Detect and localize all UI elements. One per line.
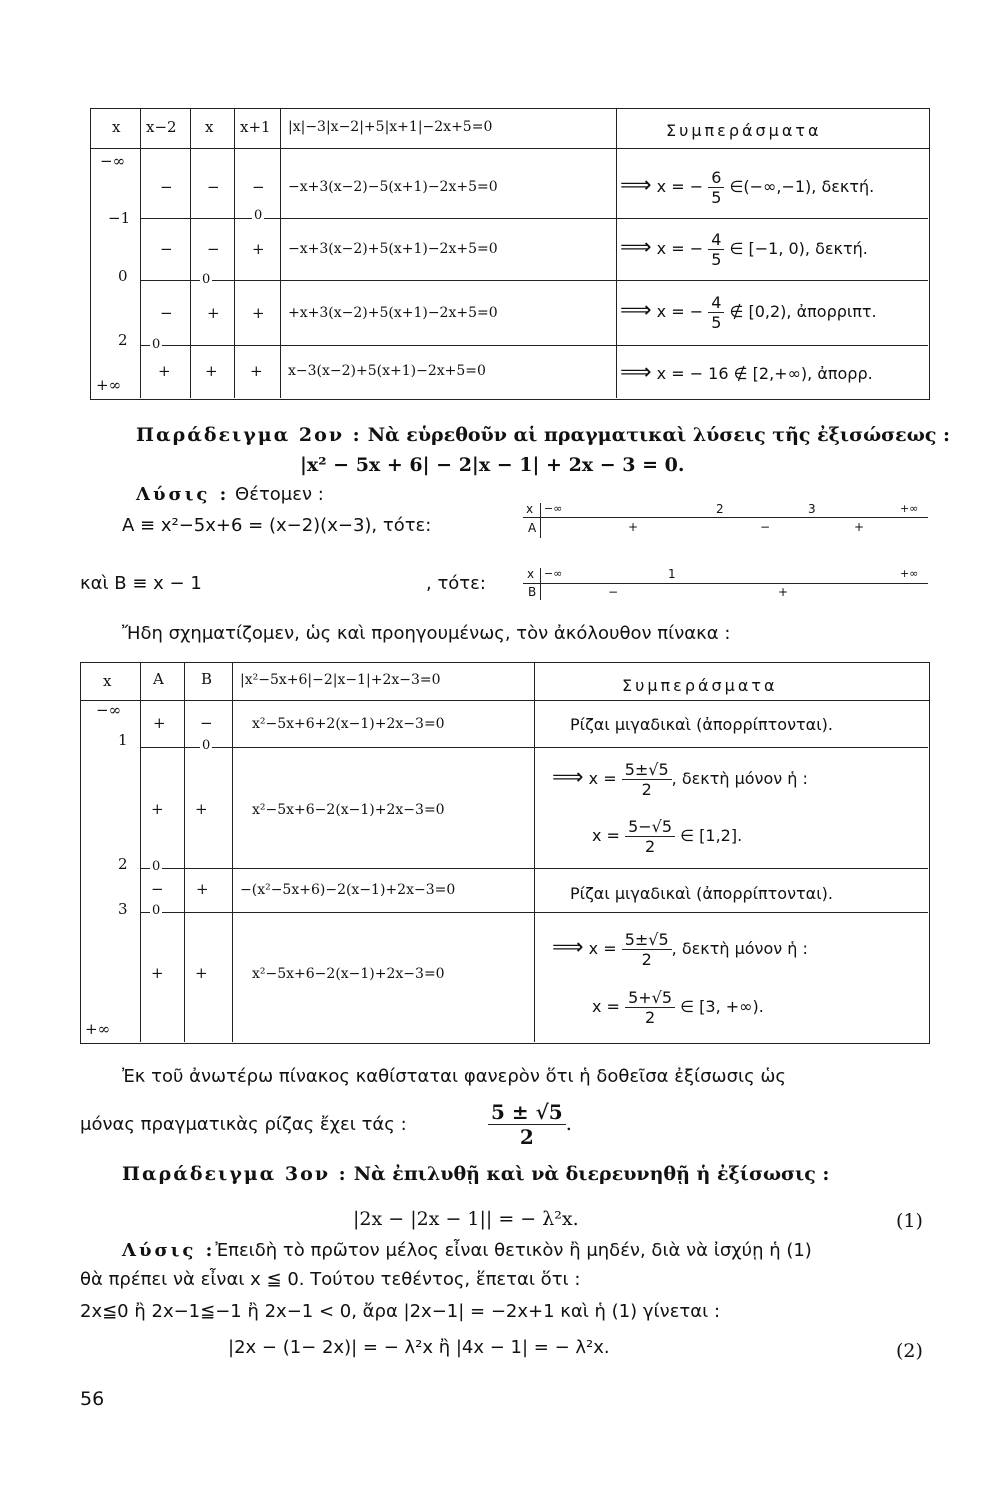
t2-zero-mark: 0 — [152, 903, 161, 918]
fraction-num: 5+√5 — [625, 988, 675, 1008]
sign-chart-start: −∞ — [544, 567, 563, 580]
fraction-den: 2 — [519, 1125, 534, 1149]
t2-sign-a: + — [151, 964, 164, 982]
conclusion-line-2: μόνας πραγματικὰς ρίζας ἔχει τάς : — [80, 1114, 407, 1135]
table-intro: Ἤδη σχηματίζομεν, ὡς καὶ προηγουμένως, τὸν ἀκόλουθον πίνακα : — [122, 623, 731, 644]
sign-chart-root: 2 — [716, 502, 724, 516]
sign-chart-name: A — [528, 521, 537, 535]
sign-chart-start: −∞ — [544, 502, 563, 515]
t1-zero-mark: 0 — [202, 272, 211, 287]
fraction-num: 5±√5 — [622, 760, 672, 780]
solution-intro: Θέτομεν : — [235, 484, 324, 505]
sign-chart-end: +∞ — [900, 567, 919, 580]
t2-row-conclusion: Ρίζαι μιγαδικαὶ (ἀπορρίπτονται). — [570, 715, 833, 734]
example-2-title: Παράδειγμα 2ον : — [136, 424, 362, 446]
t1-row-equation: +x+3(x−2)+5(x+1)−2x+5=0 — [288, 305, 498, 321]
t1-sign: + — [205, 362, 218, 380]
t1-row-conclusion — [620, 168, 874, 207]
implies-arrow-icon: ⟹ — [552, 935, 584, 960]
t2-rest: ∈ [3, +∞). — [680, 997, 764, 1016]
example-3-solution-line-1 — [122, 1240, 812, 1261]
example-2-solution-line — [136, 484, 324, 505]
t2-zero-mark: 0 — [152, 859, 161, 874]
sign-chart-root: 3 — [808, 502, 816, 516]
t2-row-equation: x²−5x+6−2(x−1)+2x−3=0 — [252, 802, 445, 818]
sign-chart-sign: − — [608, 585, 619, 599]
t2-lhs: x = — [592, 826, 620, 845]
solution-label: Λύσις : — [136, 484, 230, 505]
t1-sign: − — [160, 304, 173, 322]
t1-rest: ∉ [2,+∞), ἀπορρ. — [733, 364, 873, 383]
fraction-den: 2 — [644, 1008, 656, 1027]
t1-header-x: x — [205, 118, 214, 136]
t1-rest: ∈(−∞,−1), δεκτή. — [729, 177, 875, 196]
implies-arrow-icon: ⟹ — [620, 298, 652, 323]
t2-header-a: A — [153, 670, 164, 688]
t2-sign-b: + — [195, 800, 208, 818]
b-definition: καὶ B ≡ x − 1 — [80, 573, 202, 594]
sign-chart-sign: − — [760, 520, 771, 534]
t2-point-plus-inf: +∞ — [85, 1020, 111, 1038]
t1-row-equation: −x+3(x−2)+5(x+1)−2x+5=0 — [288, 241, 498, 257]
t1-sign: + — [250, 362, 263, 380]
b-tote: , τότε: — [426, 573, 486, 594]
equation-number-2: (2) — [896, 1340, 923, 1362]
t1-zero-mark: 0 — [254, 208, 263, 223]
t1-sign: − — [207, 240, 220, 258]
sign-chart-name: B — [528, 585, 537, 599]
example-3-solution-line-3: 2x≦0 ἢ 2x−1≦−1 ἢ 2x−1 < 0, ἄρα |2x−1| = −2x+1 καὶ ἡ (1) γίνεται : — [80, 1301, 721, 1322]
t1-sign: + — [252, 304, 265, 322]
t2-zero-mark: 0 — [202, 738, 211, 753]
conclusion-line-1: Ἐκ τοῦ ἀνωτέρω πίνακος καθίσταται φανερὸν ὅτι ἡ δοθεῖσα ἐξίσωσις ὡς — [122, 1066, 786, 1087]
t2-rest: ∈ [1,2]. — [680, 826, 743, 845]
conclusion-fraction — [488, 1100, 572, 1149]
fraction-num: 4 — [708, 230, 724, 250]
t1-header-conclusions: Συμπεράσματα — [666, 121, 822, 140]
t1-point: 2 — [118, 331, 128, 349]
t1-point: 0 — [118, 267, 128, 285]
t1-sign: + — [158, 362, 171, 380]
t2-row-conclusion-line1 — [552, 760, 808, 799]
t1-row-conclusion — [620, 293, 877, 332]
solution-label: Λύσις : — [122, 1240, 216, 1261]
solution-text: Ἐπειδὴ τὸ πρῶτον μέλος εἶναι θετικὸν ἢ μηδέν, διὰ νὰ ἰσχύῃ ἡ (1) — [215, 1240, 812, 1261]
t2-row-conclusion-line2 — [592, 817, 742, 856]
fraction-num: 6 — [708, 168, 724, 188]
t1-header-x-2: x−2 — [146, 118, 177, 136]
sign-chart-var: x — [526, 502, 534, 516]
conclusion-dot: . — [565, 1111, 573, 1135]
sign-chart-sign: + — [628, 520, 639, 534]
t1-sign: − — [160, 178, 173, 196]
t1-sign: − — [207, 178, 220, 196]
t1-lhs: x = − 16 — [656, 364, 729, 383]
t2-row-equation: x²−5x+6−2(x−1)+2x−3=0 — [252, 966, 445, 982]
t2-lhs: x = — [588, 769, 617, 788]
t1-row-equation: −x+3(x−2)−5(x+1)−2x+5=0 — [288, 179, 498, 195]
example-3-solution-line-4: |2x − (1− 2x)| = − λ²x ἢ |4x − 1| = − λ²x. — [228, 1337, 610, 1358]
t1-zero-mark: 0 — [152, 337, 161, 352]
fraction-num: 5 ± √5 — [488, 1100, 566, 1125]
t2-sign-a: + — [153, 714, 166, 732]
t2-row-equation: −(x²−5x+6)−2(x−1)+2x−3=0 — [240, 882, 456, 898]
fraction-num: 5−√5 — [625, 817, 675, 837]
t1-point: −1 — [108, 209, 131, 227]
example-3-title: Παράδειγμα 3ον : — [122, 1163, 348, 1185]
example-3-solution-line-2: θὰ πρέπει νὰ εἶναι x ≦ 0. Τούτου τεθέντος, ἕπεται ὅτι : — [80, 1269, 581, 1290]
fraction-num: 5±√5 — [622, 930, 672, 950]
t2-point: 1 — [118, 731, 128, 749]
example-3-heading — [122, 1163, 829, 1185]
t2-lhs: x = — [592, 997, 620, 1016]
t1-row-conclusion — [620, 230, 868, 269]
sign-chart-var: x — [527, 567, 535, 581]
example-3-equation: |2x − |2x − 1|| = − λ²x. — [353, 1208, 579, 1230]
fraction-den: 5 — [711, 313, 722, 332]
t1-sign: + — [207, 304, 220, 322]
fraction-den: 5 — [711, 250, 722, 269]
example-2-statement: Νὰ εὑρεθοῦν αἱ πραγματικαὶ λύσεις τῆς ἐξισώσεως : — [367, 424, 951, 446]
fraction-den: 2 — [644, 837, 656, 856]
t2-header-equation: |x²−5x+6|−2|x−1|+2x−3=0 — [240, 672, 441, 688]
t1-lhs: x = − — [656, 239, 704, 258]
t1-point-minus-inf: −∞ — [100, 152, 126, 170]
t2-sign-b: + — [196, 880, 209, 898]
t1-row-equation: x−3(x−2)+5(x+1)−2x+5=0 — [288, 363, 486, 379]
t2-row-equation: x²−5x+6+2(x−1)+2x−3=0 — [252, 716, 445, 732]
t2-sign-b: + — [195, 964, 208, 982]
t2-header-x: x — [103, 672, 112, 690]
example-2-heading — [136, 424, 950, 446]
t1-rest: ∈ [−1, 0), δεκτή. — [729, 239, 868, 258]
t2-point-minus-inf: −∞ — [96, 701, 122, 719]
t2-rest: , δεκτὴ μόνον ἡ : — [671, 939, 808, 958]
a-definition: A ≡ x²−5x+6 = (x−2)(x−3), τότε: — [122, 515, 432, 536]
t1-row-conclusion — [620, 360, 873, 385]
t2-point: 2 — [118, 855, 128, 873]
sign-chart-sign: + — [854, 520, 865, 534]
t2-point: 3 — [118, 900, 128, 918]
fraction-den: 2 — [641, 950, 652, 969]
fraction-den: 2 — [641, 780, 652, 799]
sign-chart-sign: + — [778, 585, 789, 599]
fraction-num: 4 — [708, 293, 724, 313]
t2-header-b: B — [201, 670, 213, 688]
t1-lhs: x = − — [656, 177, 704, 196]
t2-sign-a: − — [151, 880, 164, 898]
t2-rest: , δεκτὴ μόνον ἡ : — [671, 769, 808, 788]
t1-point-plus-inf: +∞ — [96, 376, 122, 394]
equation-number-1: (1) — [896, 1210, 923, 1232]
example-2-equation: |x² − 5x + 6| − 2|x − 1| + 2x − 3 = 0. — [300, 454, 685, 476]
t2-row-conclusion-line1 — [552, 930, 808, 969]
t2-sign-b: − — [200, 714, 213, 732]
t1-header-x+1: x+1 — [240, 118, 271, 136]
t1-header-equation: |x|−3|x−2|+5|x+1|−2x+5=0 — [288, 119, 493, 135]
t1-sign: + — [252, 240, 265, 258]
implies-arrow-icon: ⟹ — [552, 765, 584, 790]
implies-arrow-icon: ⟹ — [620, 173, 652, 198]
t2-header-conclusions: Συμπεράσματα — [622, 676, 778, 695]
fraction-den: 5 — [711, 188, 722, 207]
t2-lhs: x = — [588, 939, 617, 958]
implies-arrow-icon: ⟹ — [620, 360, 652, 385]
t1-header-x: x — [112, 118, 121, 136]
sign-chart-end: +∞ — [900, 502, 919, 515]
t2-sign-a: + — [151, 800, 164, 818]
t2-row-conclusion: Ρίζαι μιγαδικαὶ (ἀπορρίπτονται). — [570, 884, 833, 903]
page-number: 56 — [80, 1388, 105, 1410]
sign-chart-root: 1 — [668, 567, 676, 581]
t1-rest: ∉ [0,2), ἀπορριπτ. — [729, 302, 877, 321]
t2-row-conclusion-line2 — [592, 988, 764, 1027]
t1-lhs: x = − — [656, 302, 704, 321]
example-3-statement: Νὰ ἐπιλυθῇ καὶ νὰ διερευνηθῇ ἡ ἐξίσωσις : — [353, 1163, 830, 1185]
t1-sign: − — [252, 178, 265, 196]
implies-arrow-icon: ⟹ — [620, 235, 652, 260]
t1-sign: − — [160, 240, 173, 258]
